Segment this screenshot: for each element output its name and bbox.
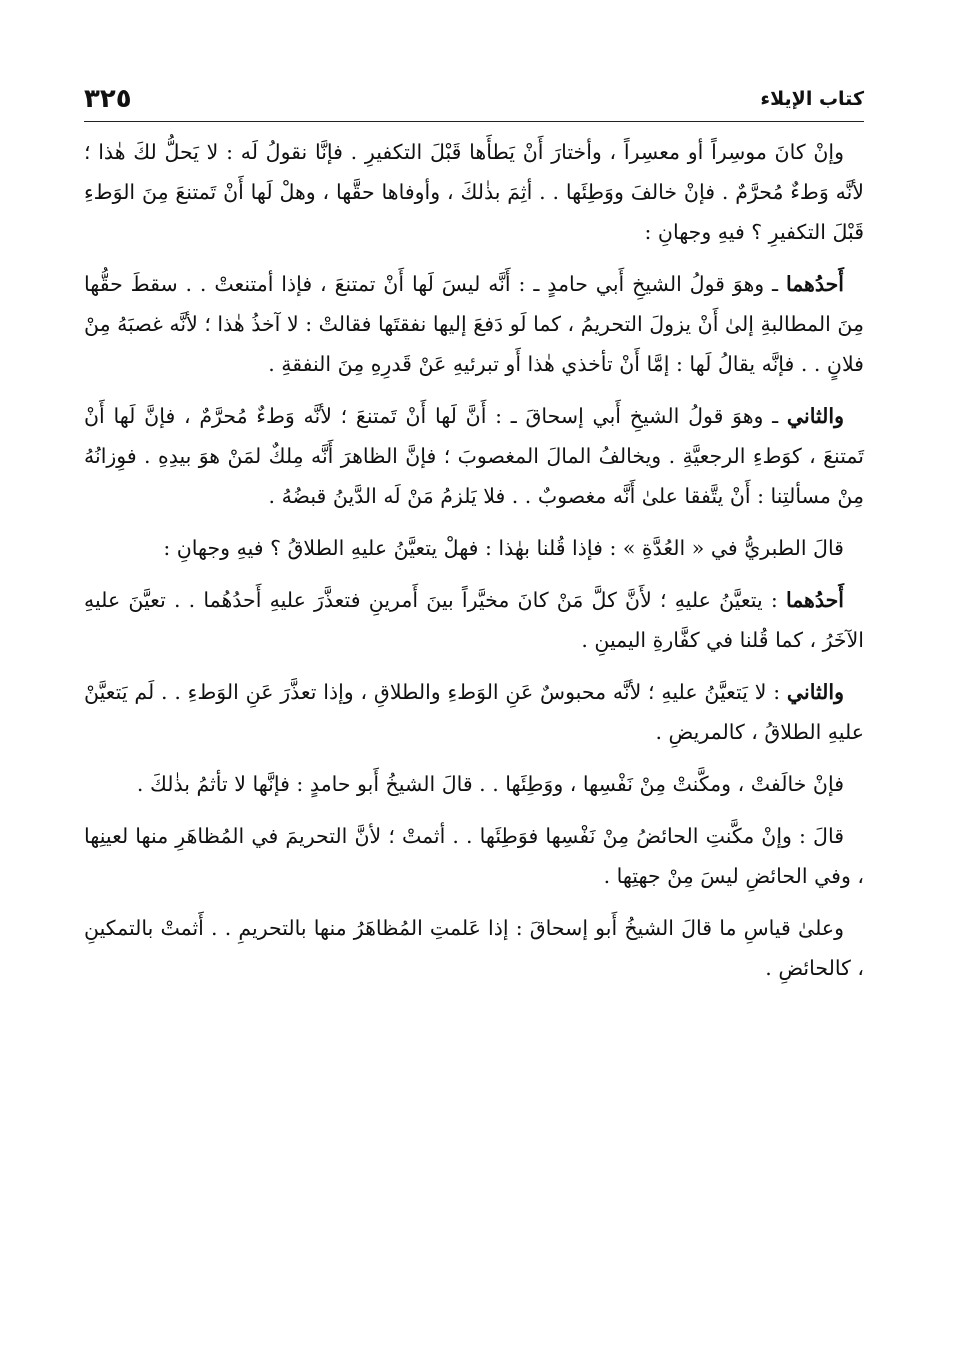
paragraph-6-lead: والثاني xyxy=(786,680,844,704)
paragraph-9 xyxy=(84,908,864,988)
paragraph-9-text: وعلىٰ قياسِ ما قالَ الشيخُ أَبو إسحاقَ : إذا عَلمتِ المُظاهَرُ منها بالتحريمِ . . أَثمتْ بالتمكينِ ، كالحائضِ . xyxy=(84,916,864,980)
paragraph-1 xyxy=(84,132,864,252)
paragraph-4 xyxy=(84,528,864,568)
page-header xyxy=(84,84,864,118)
paragraph-4-text: قالَ الطبريُّ في « العُدَّةِ » : فإذا قُلنا بهٰذا : فهلْ يتعيَّنُ عليهِ الطلاقُ ؟ فيهِ وجهانِ : xyxy=(163,536,844,560)
paragraph-2 xyxy=(84,264,864,384)
paragraph-8-text: قالَ : وإنْ مكَّنتِ الحائضُ مِنْ نَفْسِها فوَطِئَها . . أثمتْ ؛ لأنَّ التحريمَ في المُظاهَرِ منها لعينِها ، وفي الحائضِ ليسَ مِنْ جهتِها . xyxy=(84,824,864,888)
running-title: كتاب الإيلاء xyxy=(760,88,864,110)
paragraph-3-lead: والثاني xyxy=(786,404,844,428)
paragraph-7-text: فإنْ خالَفتْ ، ومكَّنتْ مِنْ نَفْسِها ، ووَطِئَها . . قالَ الشيخُ أَبو حامدٍ : فإنَّها لا تأثمُ بذٰلكَ . xyxy=(136,772,844,796)
paragraph-3-text: ـ وهوَ قولُ الشيخِ أَبي إسحاقَ ـ : أَنَّ لَها أَنْ تَمتنعَ ؛ لأنَّه وَطءٌ مُحرَّمٌ ، فإنَّ لَها أَنْ تَمتنعَ ، كوَطءِ الرجعيَّةِ . ويخالفُ المالَ المغصوبَ ؛ فإنَّ الظاهرَ أَنَّه مِلكٌ لمَنْ هوَ بيدِهِ . فوِزانُهُ مِنْ مسألتِنا : أَنْ يتَّفقا علىٰ أَنَّه مغصوبٌ . . فلا يَلزمُ مَنْ لَه الدَّينُ قبضُهُ . xyxy=(84,404,864,508)
paragraph-1-text: وإنْ كانَ موسِراً أو معسِراً ، وأختارَ أَنْ يَطأَها قَبْلَ التكفيرِ . فإنَّا نقولُ لَه : لا يَحلُّ لكَ هٰذا ؛ لأنَّه وَطءٌ مُحرَّمٌ . فإنْ خالفَ ووَطِئَها . . أثِمَ بذٰلكَ ، وأوفاها حقَّها ، وهلْ لَها أَنْ تَمتنعَ مِنَ الوَطءِ قَبْلَ التكفيرِ ؟ فيهِ وجهانِ : xyxy=(84,140,864,244)
paragraph-2-lead: أَحدُهما xyxy=(785,272,844,296)
paragraph-6-text: : لا يَتعيَّنُ عليهِ ؛ لأنَّه محبوسٌ عَنِ الوَطءِ والطلاقِ ، وإذا تعذَّرَ عَنِ الوَطءِ . . لَم يَتعيَّنْ عليهِ الطلاقُ ، كالمريضِ . xyxy=(84,680,864,744)
page-number: ٣٢٥ xyxy=(84,84,132,114)
paragraph-5-text: : يتعيَّنُ عليهِ ؛ لأَنَّ كلَّ مَنْ كانَ مخيَّراً بينَ أَمرينِ فتعذَّرَ عليهِ أَحدُهُما . . تعيَّنَ عليهِ الآخَرُ ، كما قُلنا في كفَّارةِ اليمينِ . xyxy=(84,588,864,652)
paragraph-5-lead: أَحدُهما xyxy=(785,588,844,612)
paragraph-8 xyxy=(84,816,864,896)
header-rule xyxy=(84,121,864,122)
page-body xyxy=(84,132,864,1000)
paragraph-5 xyxy=(84,580,864,660)
paragraph-7 xyxy=(84,764,864,804)
paragraph-2-text: ـ وهوَ قولُ الشيخِ أَبي حامدٍ ـ : أَنَّه ليسَ لَها أَنْ تمتنعَ ، فإذا أمتنعتْ . . سقطَ حقُّها مِنَ المطالبةِ إلىٰ أَنْ يزولَ التحريمُ ، كما لَو دَفعَ إليها نفقتَها فقالتْ : لا آخذُ هٰذا ؛ لأنَّه غصبَهُ مِنْ فلانٍ . . فإنَّه يقالُ لَها : إمَّا أَنْ تأخذي هٰذا أَو تبرئيهِ عَنْ قَدرِهِ مِنَ النفقةِ . xyxy=(84,272,864,376)
paragraph-3 xyxy=(84,396,864,516)
paragraph-6 xyxy=(84,672,864,752)
